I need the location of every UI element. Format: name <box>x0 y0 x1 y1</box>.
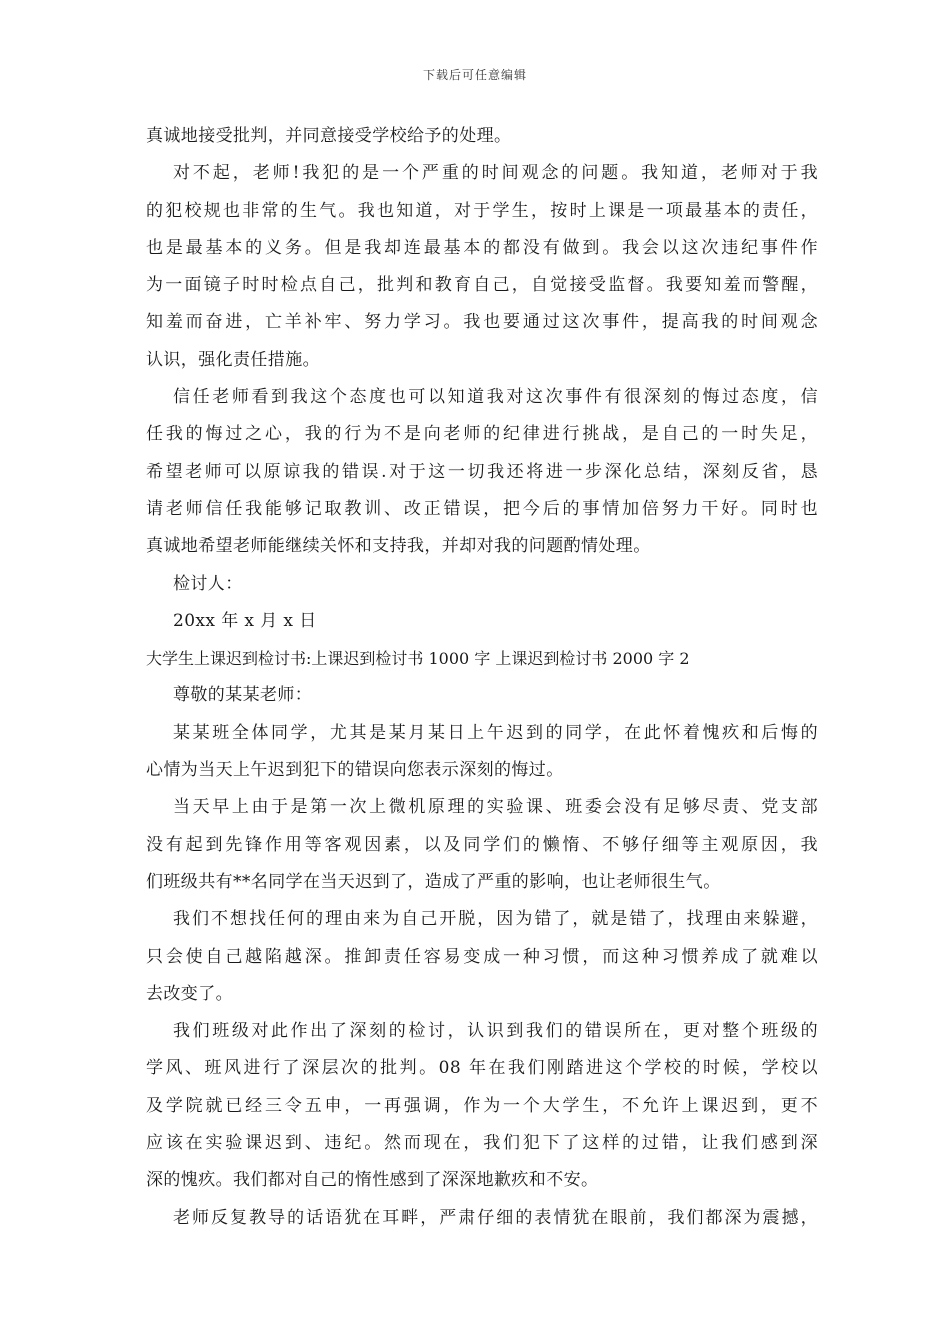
text-line: 去改变了。 <box>146 983 233 1004</box>
text-line: 心情为当天上午迟到犯下的错误向您表示深刻的悔过。 <box>146 760 564 781</box>
text-line: 认识，强化责任措施。 <box>146 349 320 370</box>
text-line: 学风、班风进行了深层次的批判。08 年在我们刚踏进这个学校的时候，学校以 <box>146 1058 818 1079</box>
text-line: 信任老师看到我这个态度也可以知道我对这次事件有很深刻的悔过态度，信 <box>173 387 818 408</box>
text-line: 的犯校规也非常的生气。我也知道，对于学生，按时上课是一项最基本的责任， <box>146 200 818 221</box>
text-line: 真诚地希望老师能继续关怀和支持我，并却对我的问题酌情处理。 <box>146 536 651 557</box>
salutation: 尊敬的某某老师： <box>173 685 313 706</box>
text-line: 知羞而奋进，亡羊补牢、努力学习。我也要通过这次事件，提高我的时间观念 <box>146 312 818 333</box>
text-line: 深的愧疚。我们都对自己的惰性感到了深深地歉疚和不安。 <box>146 1170 599 1191</box>
section-title: 大学生上课迟到检讨书:上课迟到检讨书 1000 字 上课迟到检讨书 2000 字 2 <box>146 649 690 669</box>
text-line: 我们不想找任何的理由来为自己开脱，因为错了，就是错了，找理由来躲避， <box>173 909 818 930</box>
text-line: 为一面镜子时时检点自己，批判和教育自己，自觉接受监督。我要知羞而警醒， <box>146 275 818 296</box>
header-note: 下载后可任意编辑 <box>422 68 527 82</box>
text-line: 也是最基本的义务。但是我却连最基本的都没有做到。我会以这次违纪事件作 <box>146 237 818 258</box>
text-line: 没有起到先锋作用等客观因素，以及同学们的懒惰、不够仔细等主观原因，我 <box>146 834 818 855</box>
text-line: 请老师信任我能够记取教训、改正错误，把今后的事情加倍努力干好。同时也 <box>146 498 818 519</box>
text-line: 只会使自己越陷越深。推卸责任容易变成一种习惯，而这种习惯养成了就难以 <box>146 946 818 967</box>
text-line: 希望老师可以原谅我的错误.对于这一切我还将进一步深化总结，深刻反省，恳 <box>146 461 818 482</box>
text-line: 当天早上由于是第一次上微机原理的实验课、班委会没有足够尽责、党支部 <box>173 797 818 818</box>
text-line: 对不起，老师!我犯的是一个严重的时间观念的问题。我知道，老师对于我 <box>173 163 818 184</box>
text-line: 真诚地接受批判，并同意接受学校给予的处理。 <box>146 126 512 146</box>
text-line: 们班级共有**名同学在当天迟到了，造成了严重的影响，也让老师很生气。 <box>146 871 721 892</box>
text-line: 应该在实验课迟到、违纪。然而现在，我们犯下了这样的过错，让我们感到深 <box>146 1133 818 1154</box>
text-line: 老师反复教导的话语犹在耳畔，严肃仔细的表情犹在眼前，我们都深为震撼， <box>173 1207 818 1228</box>
document-body <box>146 118 818 1237</box>
text-line: 某某班全体同学，尤其是某月某日上午迟到的同学，在此怀着愧疚和后悔的 <box>173 722 818 743</box>
text-line: 任我的悔过之心，我的行为不是向老师的纪律进行挑战，是自己的一时失足， <box>146 424 818 445</box>
date-line: 20xx 年 x 月 x 日 <box>173 610 317 631</box>
text-line: 我们班级对此作出了深刻的检讨，认识到我们的错误所在，更对整个班级的 <box>173 1021 818 1042</box>
text-line: 及学院就已经三令五申，一再强调，作为一个大学生，不允许上课迟到，更不 <box>146 1095 818 1116</box>
signature-label: 检讨人： <box>173 573 243 594</box>
